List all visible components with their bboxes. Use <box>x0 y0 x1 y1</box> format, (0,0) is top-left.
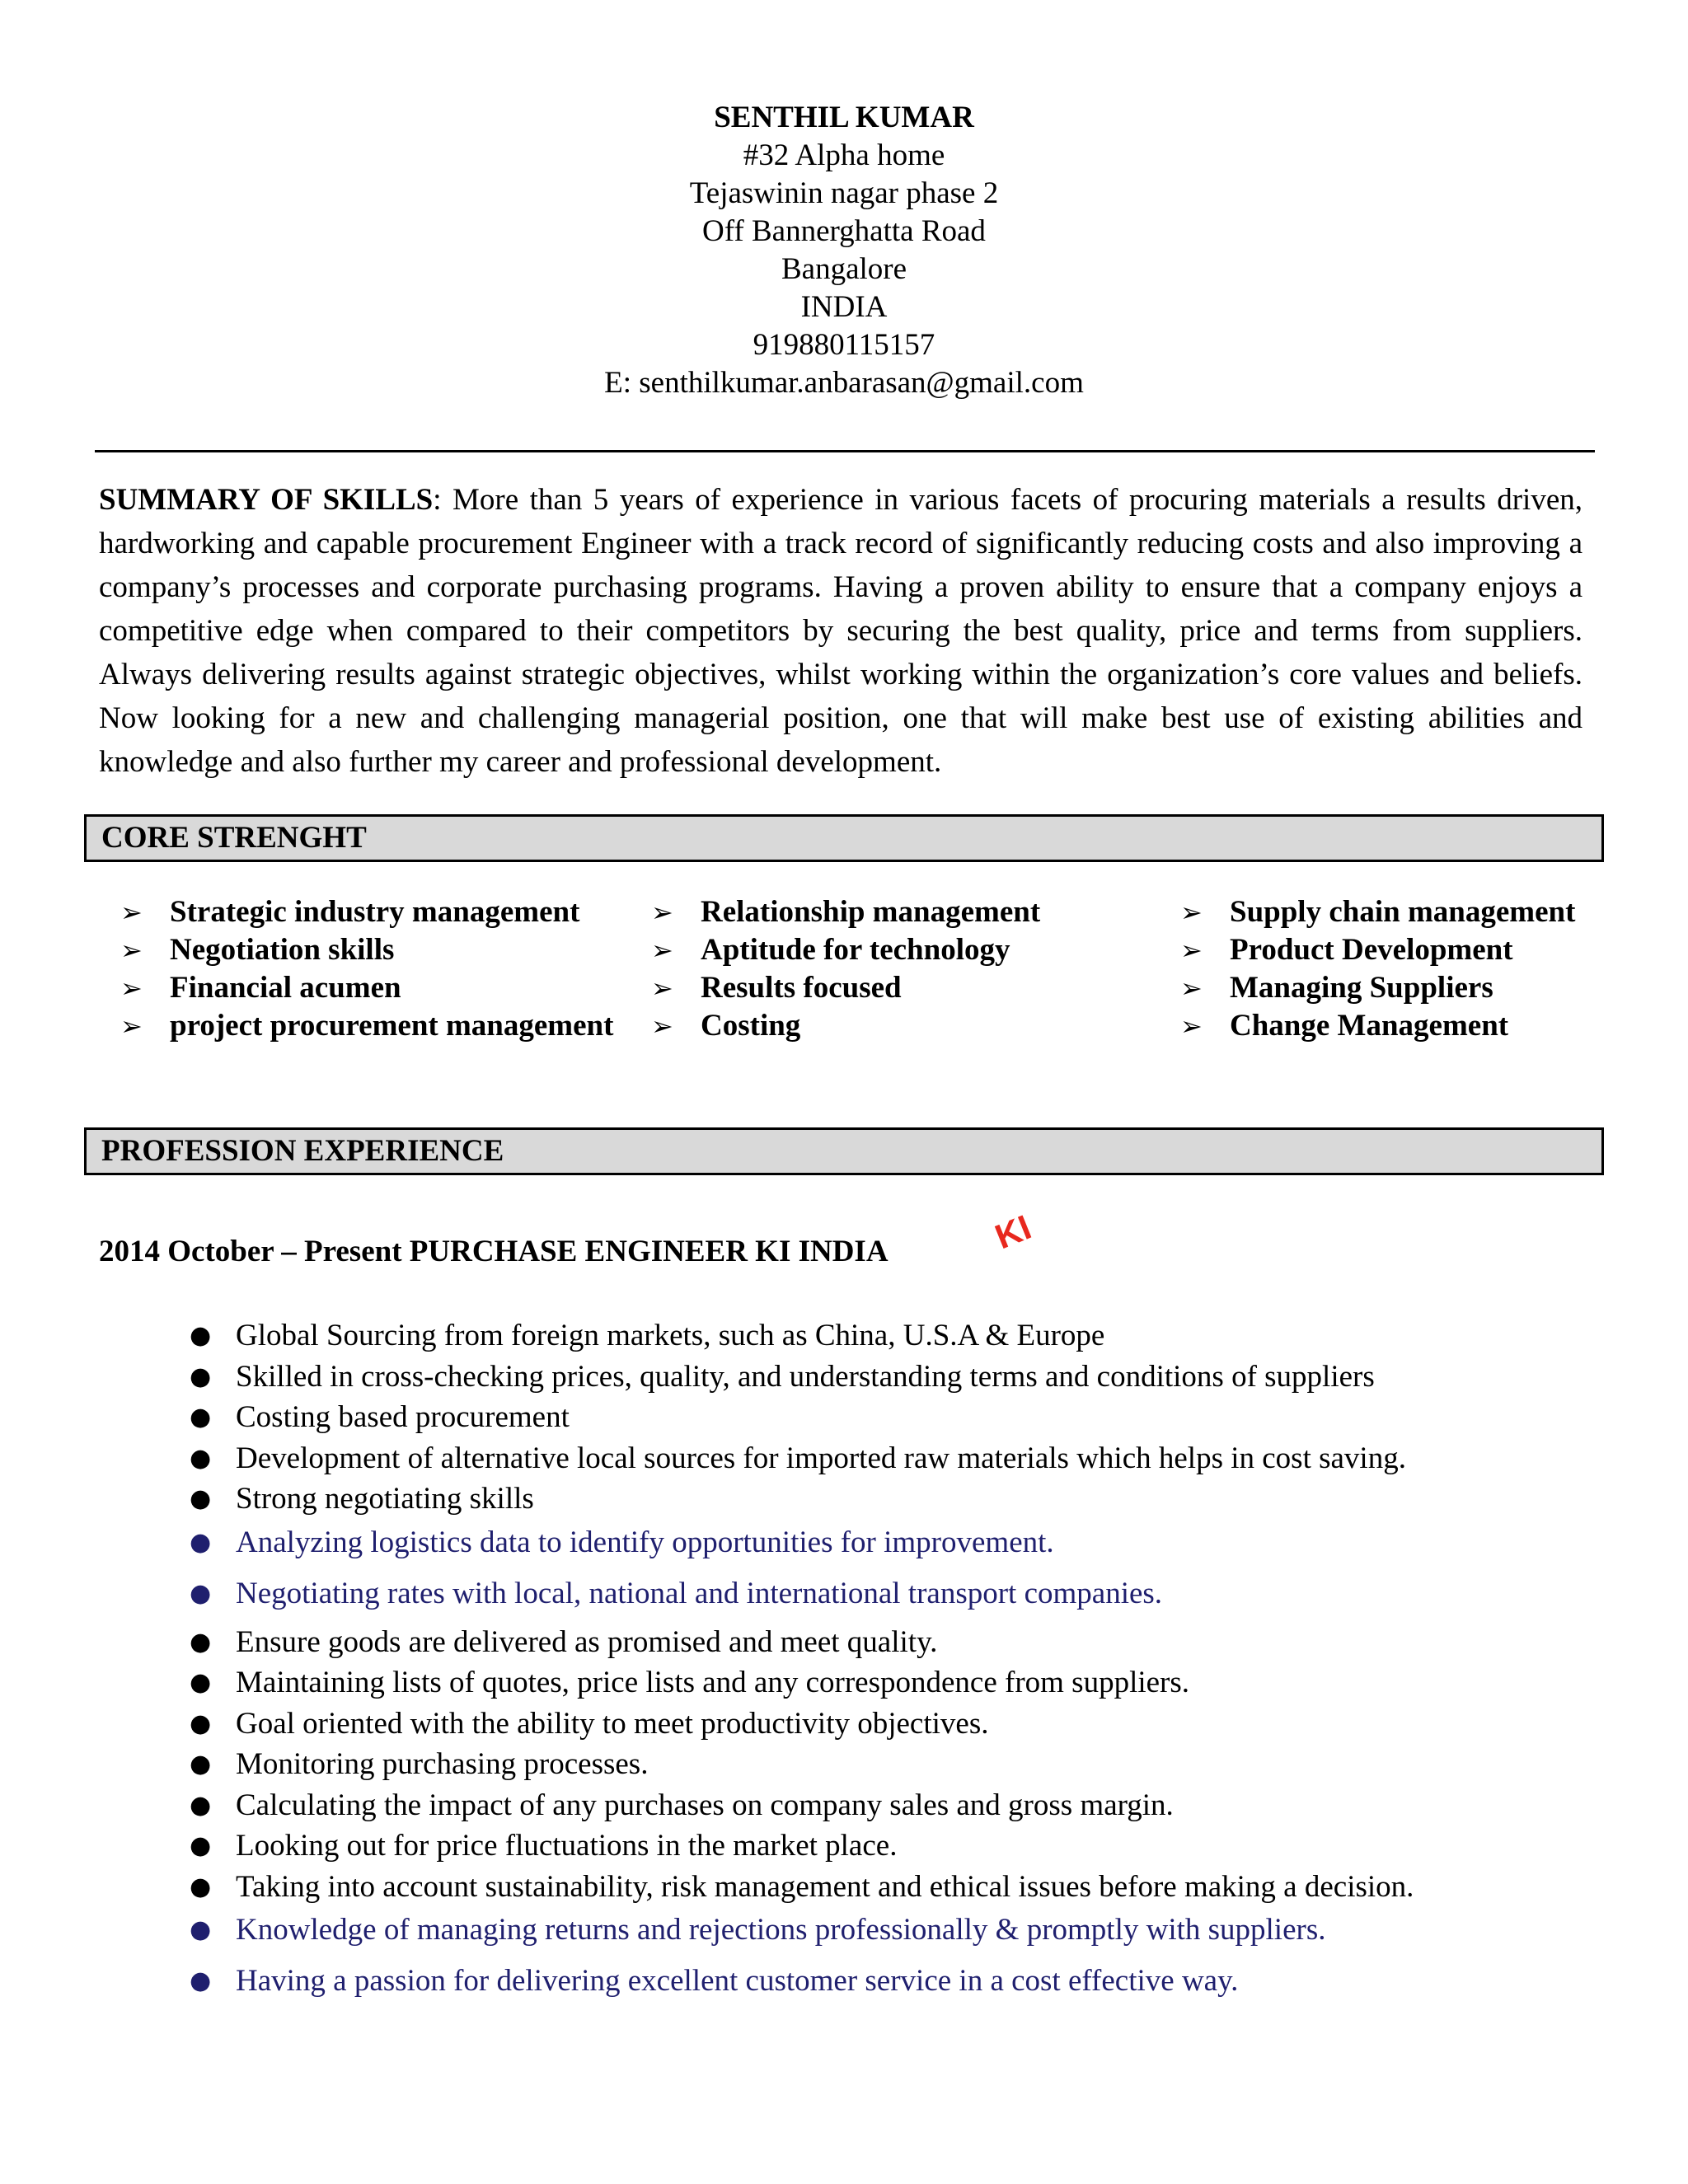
address-line: Tejaswinin nagar phase 2 <box>689 176 999 210</box>
core-strength-item: ➢ Change Management <box>1180 1007 1675 1045</box>
company-logo-text: KI <box>989 1207 1037 1257</box>
bullet-dot-icon: ● <box>190 1708 212 1738</box>
summary-label: SUMMARY OF SKILLS <box>99 483 434 517</box>
core-strength-column <box>1180 893 1675 1045</box>
duty-item <box>190 1479 1607 1520</box>
bullet-dot-icon: ● <box>190 1831 212 1860</box>
job-title: 2014 October – Present PURCHASE ENGINEER KI INDIA <box>99 1235 889 1268</box>
duty-item <box>190 1622 1607 1663</box>
duty-item <box>190 1704 1607 1745</box>
address-line: Bangalore <box>781 252 907 286</box>
duty-item <box>190 1785 1607 1826</box>
duty-item <box>190 1357 1607 1398</box>
core-strength-item: ➢ Supply chain management <box>1180 893 1675 931</box>
contact-header <box>0 99 1688 402</box>
experience-heading: PROFESSION EXPERIENCE <box>84 1127 1604 1175</box>
bullet-dot-icon: ● <box>190 1321 212 1350</box>
header-divider <box>95 450 1595 452</box>
summary-of-skills <box>99 478 1582 784</box>
duty-text: Costing based procurement <box>236 1400 570 1434</box>
duty-item <box>190 1315 1607 1357</box>
candidate-name: SENTHIL KUMAR <box>714 101 974 134</box>
duty-text: Having a passion for delivering excellent customer service in a cost effective way. <box>236 1964 1239 1998</box>
duty-item <box>190 1907 1607 1958</box>
address-line: #32 Alpha home <box>743 138 945 172</box>
arrow-bullet-icon: ➢ <box>651 1010 673 1042</box>
core-strength-column <box>651 893 1146 1045</box>
duty-text: Global Sourcing from foreign markets, such as China, U.S.A & Europe <box>236 1319 1105 1352</box>
duty-item <box>190 1744 1607 1785</box>
bullet-dot-icon: ● <box>190 1915 212 1944</box>
bullet-dot-icon: ● <box>190 1403 212 1432</box>
bullet-dot-icon: ● <box>190 1627 212 1657</box>
core-strength-item: ➢ Managing Suppliers <box>1180 969 1675 1007</box>
core-strength-item: ➢ Results focused <box>651 969 1146 1007</box>
duty-item <box>190 1867 1607 1908</box>
arrow-bullet-icon: ➢ <box>120 935 143 966</box>
arrow-bullet-icon: ➢ <box>651 972 673 1004</box>
email-address: E: senthilkumar.anbarasan@gmail.com <box>604 366 1084 400</box>
core-strength-item: ➢ Product Development <box>1180 931 1675 969</box>
core-strength-item: ➢ Strategic industry management <box>120 893 615 931</box>
duty-item <box>190 1662 1607 1704</box>
arrow-bullet-icon: ➢ <box>1180 1010 1203 1042</box>
arrow-bullet-icon: ➢ <box>651 897 673 928</box>
duty-text: Analyzing logistics data to identify opportunities for improvement. <box>236 1525 1054 1559</box>
core-strength-item: ➢ Relationship management <box>651 893 1146 931</box>
core-strength-item: ➢ Financial acumen <box>120 969 615 1007</box>
address-line: INDIA <box>800 290 888 324</box>
core-strength-item: ➢ Negotiation skills <box>120 931 615 969</box>
bullet-dot-icon: ● <box>190 1361 212 1391</box>
core-strength-item: ➢ Costing <box>651 1007 1146 1045</box>
core-strength-item: ➢ Aptitude for technology <box>651 931 1146 969</box>
duty-item <box>190 1438 1607 1479</box>
duty-text: Ensure goods are delivered as promised and meet quality. <box>236 1624 938 1659</box>
arrow-bullet-icon: ➢ <box>651 935 673 966</box>
arrow-bullet-icon: ➢ <box>1180 972 1203 1004</box>
core-strength-item: ➢ project procurement management <box>120 1007 615 1045</box>
bullet-dot-icon: ● <box>190 1527 212 1557</box>
duty-item <box>190 1571 1607 1622</box>
arrow-bullet-icon: ➢ <box>1180 935 1203 966</box>
duty-text: Taking into account sustainability, risk management and ethical issues before making a decision. <box>236 1869 1414 1904</box>
duty-text: Strong negotiating skills <box>236 1482 534 1516</box>
bullet-dot-icon: ● <box>190 1790 212 1820</box>
bullet-dot-icon: ● <box>190 1443 212 1473</box>
arrow-bullet-icon: ➢ <box>120 897 143 928</box>
duty-text: Knowledge of managing returns and rejections professionally & promptly with suppliers. <box>236 1913 1326 1947</box>
bullet-dot-icon: ● <box>190 1578 212 1608</box>
phone-number: 919880115157 <box>753 328 935 362</box>
core-strength-heading: CORE STRENGHT <box>84 814 1604 862</box>
duty-text: Looking out for price fluctuations in the market place. <box>236 1829 898 1863</box>
bullet-dot-icon: ● <box>190 1966 212 1995</box>
arrow-bullet-icon: ➢ <box>120 972 143 1004</box>
duty-item <box>190 1520 1607 1571</box>
arrow-bullet-icon: ➢ <box>120 1010 143 1042</box>
bullet-dot-icon: ● <box>190 1750 212 1779</box>
duties-list <box>190 1315 1607 2009</box>
bullet-dot-icon: ● <box>190 1872 212 1901</box>
summary-text: : More than 5 years of experience in various facets of procuring materials a results driven, hardworking and capable procurement Engineer with a track record of significantly reducing costs and also improving a company’s processes and corporate purchasing programs. Having a proven ability to ensure that a company enjoys a competitive edge when compared to their competitors by securing the best quality, price and terms from suppliers. Always delivering results against strategic objectives, whilst working within the organization’s core values and beliefs. Now looking for a new and challenging managerial position, one that will make best use of existing abilities and knowledge and also further my career and professional development. <box>99 483 1582 779</box>
company-logo <box>981 1207 1047 1257</box>
duty-text: Calculating the impact of any purchases on company sales and gross margin. <box>236 1788 1174 1822</box>
duty-text: Negotiating rates with local, national and international transport companies. <box>236 1576 1163 1610</box>
duty-item <box>190 1397 1607 1438</box>
duty-text: Skilled in cross-checking prices, quality, and understanding terms and conditions of suppliers <box>236 1359 1375 1394</box>
core-strength-column <box>120 893 615 1045</box>
bullet-dot-icon: ● <box>190 1484 212 1513</box>
duty-text: Development of alternative local sources for imported raw materials which helps in cost saving. <box>236 1441 1406 1475</box>
bullet-dot-icon: ● <box>190 1668 212 1697</box>
address-line: Off Bannerghatta Road <box>702 214 986 248</box>
duty-item <box>190 1825 1607 1867</box>
duty-text: Maintaining lists of quotes, price lists and any correspondence from suppliers. <box>236 1666 1190 1699</box>
duty-text: Monitoring purchasing processes. <box>236 1747 649 1781</box>
duty-item <box>190 1958 1607 2009</box>
duty-text: Goal oriented with the ability to meet productivity objectives. <box>236 1706 989 1741</box>
arrow-bullet-icon: ➢ <box>1180 897 1203 928</box>
